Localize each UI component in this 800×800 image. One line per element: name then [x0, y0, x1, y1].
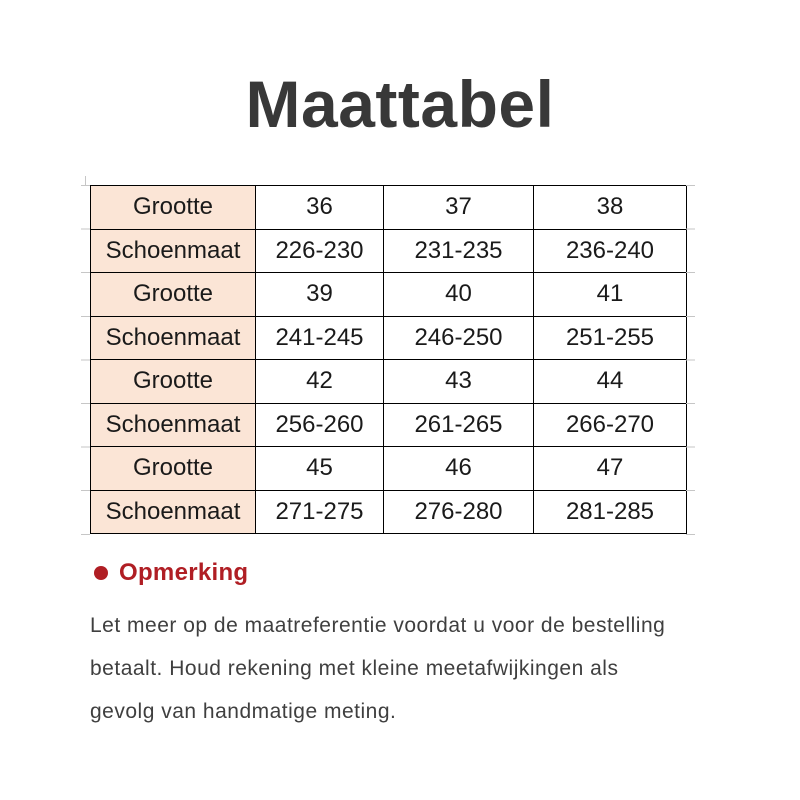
note-heading [94, 559, 248, 587]
size-value-cell: 44 [534, 360, 687, 404]
size-value-cell: 241-245 [256, 316, 384, 360]
row-label-cell: Schoenmaat [91, 316, 256, 360]
table-row [91, 360, 687, 404]
note-line: gevolg van handmatige meting. [90, 700, 397, 723]
table-row [91, 447, 687, 491]
size-table-body [91, 186, 687, 534]
gridline-ticks-left [81, 185, 90, 535]
size-value-cell: 231-235 [384, 229, 534, 273]
gridline-ticks-right [686, 185, 695, 535]
size-value-cell: 38 [534, 186, 687, 230]
size-value-cell: 47 [534, 447, 687, 491]
note-paragraph [90, 604, 780, 733]
size-value-cell: 45 [256, 447, 384, 491]
note-line: betaalt. Houd rekening met kleine meetafwijkingen als [90, 657, 619, 680]
size-value-cell: 46 [384, 447, 534, 491]
size-value-cell: 226-230 [256, 229, 384, 273]
size-value-cell: 36 [256, 186, 384, 230]
size-value-cell: 37 [384, 186, 534, 230]
table-row [91, 229, 687, 273]
size-table [90, 185, 687, 534]
table-row [91, 490, 687, 534]
size-value-cell: 39 [256, 273, 384, 317]
size-value-cell: 251-255 [534, 316, 687, 360]
row-label-cell: Grootte [91, 273, 256, 317]
size-value-cell: 256-260 [256, 403, 384, 447]
gridline-tick [85, 176, 86, 185]
note-heading-label: Opmerking [119, 559, 249, 586]
table-row [91, 403, 687, 447]
size-table-container [90, 185, 686, 534]
page-title: Maattabel [245, 67, 555, 141]
table-row [91, 316, 687, 360]
table-row [91, 186, 687, 230]
note-line: Let meer op de maatreferentie voordat u voor de bestelling [90, 614, 666, 637]
row-label-cell: Grootte [91, 186, 256, 230]
table-row [91, 273, 687, 317]
row-label-cell: Grootte [91, 447, 256, 491]
size-value-cell: 271-275 [256, 490, 384, 534]
size-value-cell: 281-285 [534, 490, 687, 534]
row-label-cell: Schoenmaat [91, 229, 256, 273]
size-value-cell: 236-240 [534, 229, 687, 273]
size-value-cell: 42 [256, 360, 384, 404]
size-value-cell: 261-265 [384, 403, 534, 447]
row-label-cell: Grootte [91, 360, 256, 404]
row-label-cell: Schoenmaat [91, 490, 256, 534]
size-value-cell: 40 [384, 273, 534, 317]
size-value-cell: 41 [534, 273, 687, 317]
size-value-cell: 276-280 [384, 490, 534, 534]
bullet-dot-icon [94, 566, 108, 580]
size-value-cell: 266-270 [534, 403, 687, 447]
row-label-cell: Schoenmaat [91, 403, 256, 447]
size-value-cell: 246-250 [384, 316, 534, 360]
size-value-cell: 43 [384, 360, 534, 404]
